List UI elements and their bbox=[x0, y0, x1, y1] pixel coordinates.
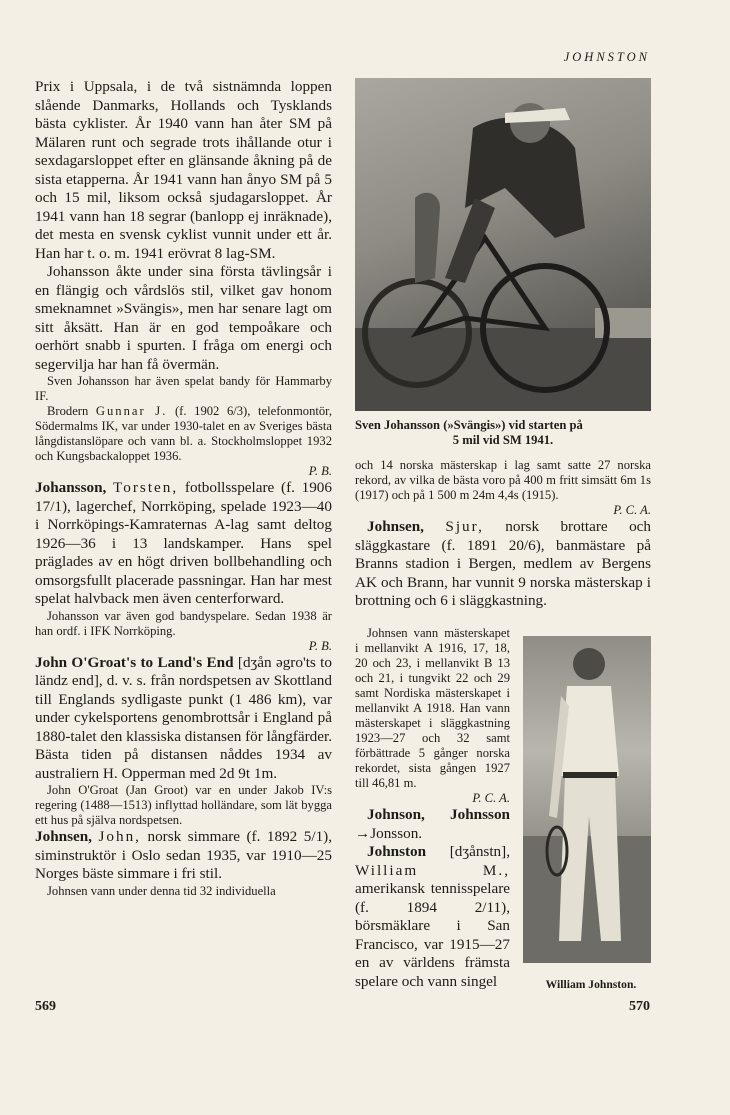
cross-reference: →Jonsson. bbox=[355, 824, 423, 842]
note bbox=[35, 609, 332, 654]
entry-text: amerikansk tennisspelare (f. 1894 2/11), börsmäklare i San Francisco, var 1915—27 en av världens främsta spelare och vann singel bbox=[355, 880, 510, 990]
entry-sjur-johnsen bbox=[355, 518, 651, 611]
tennis-player-illustration bbox=[523, 636, 651, 963]
entry-head: John O'Groat's to Land's End bbox=[35, 653, 234, 671]
entry-torsten-johansson bbox=[35, 479, 332, 609]
cyclist-illustration bbox=[355, 78, 651, 411]
signature: P. C. A. bbox=[472, 791, 510, 805]
paragraph: Johansson åkte under sina första tävlingsår i en flängig och vårdslös stil, vilket gav honom smeknamnet »Svängis», men har senare lagt om sitt åksätt. Han är en god tempoåkare och oerhört snabb i spurten. I fråga om energi och segervilja har han få övermän. bbox=[35, 263, 332, 373]
caption-line: 5 mil vid SM 1941. bbox=[452, 433, 554, 447]
note: Sven Johansson har även spelat bandy för Hammarby IF. bbox=[35, 374, 332, 403]
entry-head: Johnson, Johnsson bbox=[367, 806, 510, 823]
signature: P. B. bbox=[308, 464, 332, 478]
entry-head: Johnston bbox=[367, 843, 427, 860]
signature: P. C. A. bbox=[613, 503, 651, 517]
caption-line: Sven Johansson (»Svängis») vid starten på bbox=[355, 418, 583, 432]
tennis-photo-caption: William Johnston. bbox=[545, 978, 637, 991]
person-name: Gunnar J. bbox=[95, 404, 168, 418]
page-number-left: 569 bbox=[35, 999, 56, 1014]
narrow-column bbox=[355, 626, 510, 991]
running-head: JOHNSTON bbox=[563, 50, 650, 64]
entry-head: Johnsen, bbox=[367, 518, 424, 535]
entry-william-johnston bbox=[355, 843, 510, 991]
left-column bbox=[35, 78, 332, 899]
page-number-right: 570 bbox=[629, 999, 650, 1014]
tennis-player-photo bbox=[523, 636, 651, 963]
person-name: William M., bbox=[355, 861, 510, 879]
signature: P. B. bbox=[308, 638, 332, 653]
note: John O'Groat (Jan Groot) var en under Jakob IV:s regering (1488—1513) inflyttad holländare, som lät bygga ett hus på själva nordspetsen. bbox=[35, 783, 332, 827]
entry-head: Johnsen, bbox=[35, 828, 92, 845]
cyclist-photo bbox=[355, 78, 651, 411]
pronunciation: [dʒånstn], bbox=[426, 843, 510, 860]
note-text: Johnsen vann mästerskapet i mellanvikt A 1916, 17, 18, 20 och 23, i mellanvikt B 13 och 21, i tungvikt 22 och 29 samt Nordiska mästerskapet i mellanvikt A 1918. Han vann mästerskapet i släggkastning 1923—27 och 32 samt förbättrade 5 gånger norska rekordet, sista gången 1927 till 46,81 m. bbox=[355, 626, 510, 790]
note bbox=[355, 458, 651, 518]
note bbox=[355, 626, 510, 806]
cyclist-photo-caption bbox=[355, 418, 651, 448]
entry-text: [dʒån əgro'ts to ländz end], d. v. s. från nordspetsen av Skottland till Englands sydligaste punkt (1 486 km), var under cykelsportens genombrottsår i England på 1880-talet den klassiska distansen för långfärder. Bästa tiden på distansen nåddes 1934 av australiern H. Opperman med 2d 9t 1m. bbox=[35, 653, 332, 782]
note-text: Johansson var även god bandyspelare. Sedan 1938 är han ordf. i IFK Norrköping. bbox=[35, 608, 332, 638]
right-column bbox=[355, 458, 651, 611]
person-name: Torsten, bbox=[113, 479, 179, 496]
entry-text: norsk brottare och släggkastare (f. 1891 20/6), banmästare på Branns stadion i Bergen, medlem av Bergens AK och Brann, har vunnit 9 norska mästerskap i brottning och 6 i släggkastning. bbox=[355, 518, 652, 609]
note bbox=[35, 404, 332, 479]
entry-head: Johansson, bbox=[35, 479, 107, 496]
entry-text: fotbollsspelare (f. 1906 17/1), lagerchef, Norrköping, spelade 1923—40 i Norrköpings-Kamraternas A-lag samt deltog 1926—36 i 13 landskamper. Hans spel präglades av en högt driven bollbehandling och omsorgsfullt placerade passningar. Han har mest spelat halvback men även centerforward. bbox=[35, 479, 332, 607]
entry-text: norsk simmare (f. 1892 5/1), siminstruktör i Oslo sedan 1935, var 1910—25 Norges bäste simmare i fri stil. bbox=[35, 828, 333, 882]
note: Johnsen vann under denna tid 32 individuella bbox=[47, 883, 276, 898]
entry-john-ogroat bbox=[35, 654, 332, 784]
entry-john-johnsen bbox=[35, 828, 332, 884]
entry-johnson-ref bbox=[355, 806, 510, 843]
note-text: och 14 norska mästerskap i lag samt satte 27 norska rekord, av vilka de bästa voro på 400 m fritt simsätt 6m 1s (1917) och på 1 500 m 24m 4,4s (1915). bbox=[355, 458, 651, 502]
note-text: (f. 1902 6/3), telefonmontör, Södermalms IK, var under 1930-talet en av Sveriges bästa långdistanslöpare och vann bl. a. Stockholmsloppet 1932 och Kungsbackaloppet 1936. bbox=[35, 404, 333, 463]
paragraph: Prix i Uppsala, i de två sistnämnda loppen slående Danmarks, Hollands och Tysklands bästa cyklister. År 1940 vann han åter SM på Mälaren runt och segrade trots ihållande otur i sexdagarsloppet efter en glänsande åkning på de sista etapperna. År 1941 vann han ånyo SM på 5 och 15 mil, liksom också sjudagarsloppet. År 1941 vann han 18 segrar (banlopp ej inräknade), det mesta en svensk cyklist vunnit under ett år. Han har t. o. m. 1941 erövrat 8 lag-SM. bbox=[35, 78, 332, 262]
person-name: Sjur, bbox=[445, 518, 484, 535]
person-name: John, bbox=[98, 828, 141, 845]
note-text: Brodern bbox=[47, 404, 96, 418]
